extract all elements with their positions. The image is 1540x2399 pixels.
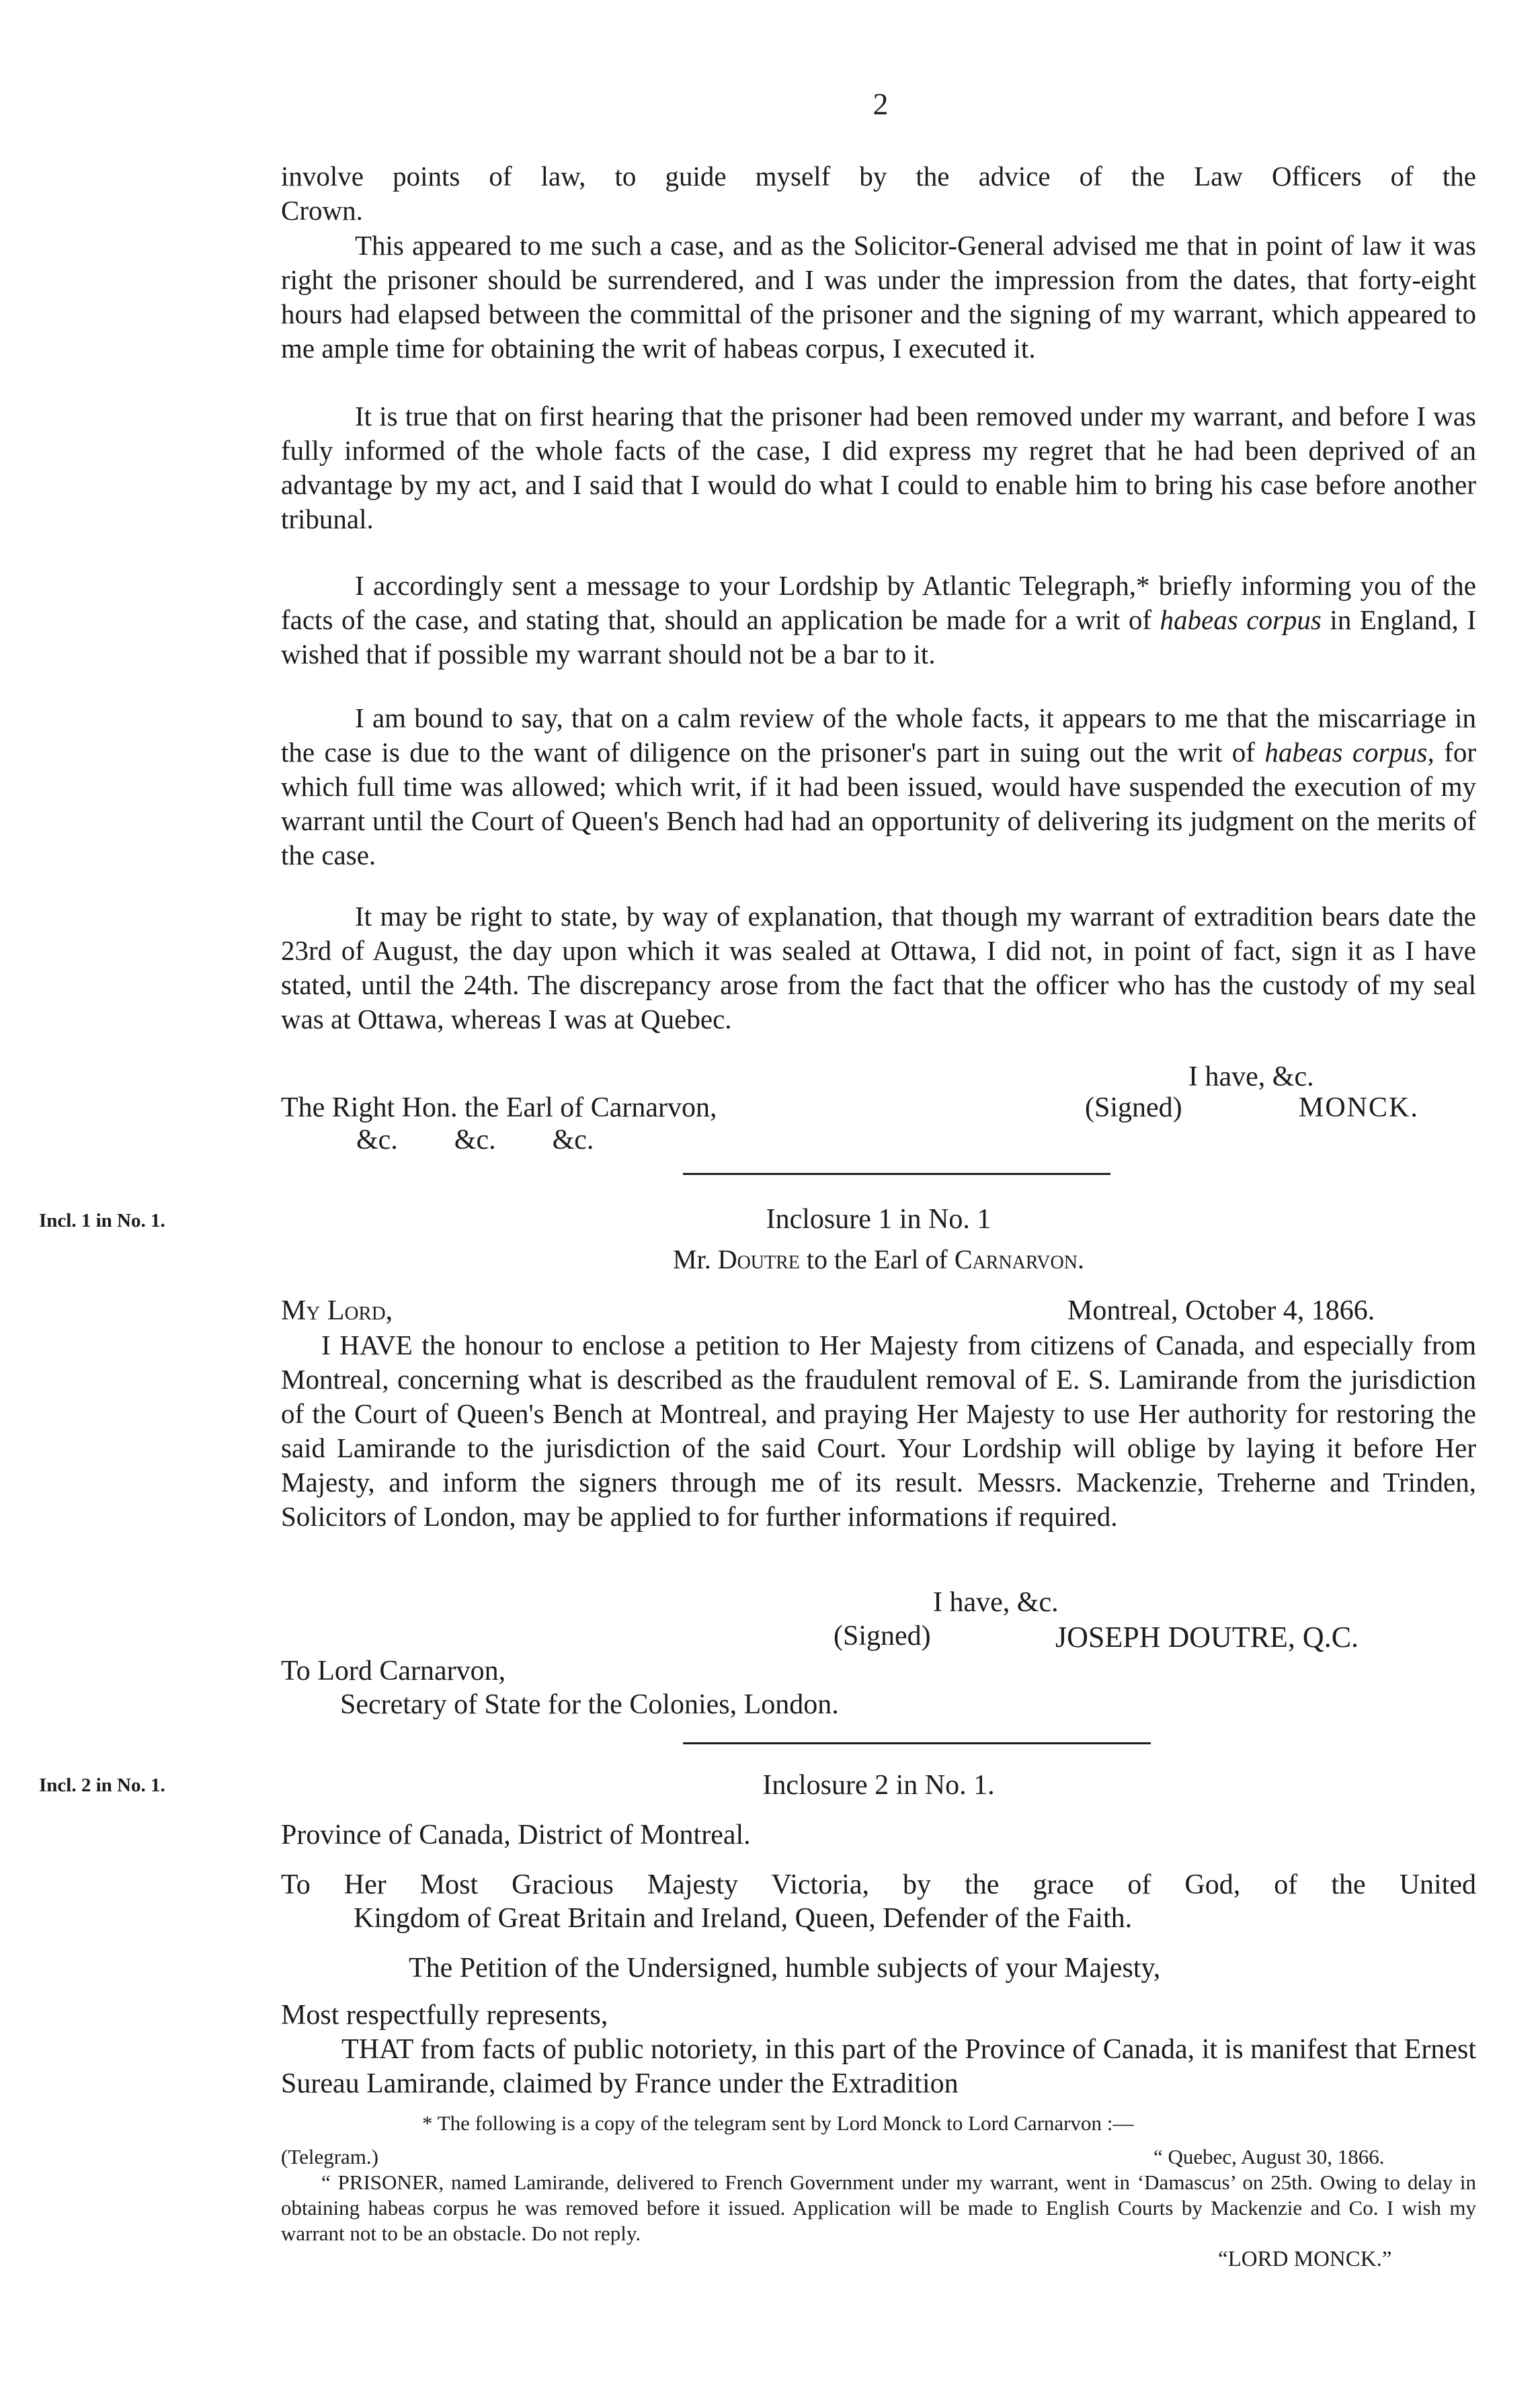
paragraph-accordingly (281, 569, 1476, 672)
incl1-signed: (Signed) (834, 1621, 931, 1652)
divider-rule-1 (683, 1173, 1110, 1175)
accordingly-italic: habeas corpus (1160, 604, 1322, 635)
divider-rule-2 (683, 1742, 1151, 1744)
footnote-body: “ PRISONER, named Lamirande, delivered to French Government under my warrant, went in ‘Damascus’ on 25th. Owing to delay in obtaining habeas corpus he was removed before it issued. Application will be made to English Courts by Mackenzie and Co. I wish my warrant not to be an obstacle. Do not reply. (281, 2170, 1476, 2245)
accordingly-text-b: in England, I wished that if possible my warrant should not be a bar to it. (281, 604, 1476, 669)
district-line: Province of Canada, District of Montreal. (281, 1820, 751, 1851)
letter1-signer: MONCK. (1299, 1092, 1419, 1123)
letter1-i-have: I have, &c. (1188, 1061, 1314, 1092)
margin-note-incl-2: Incl. 2 in No. 1. (39, 1775, 165, 1796)
paragraph-bound-to-say (281, 701, 1476, 872)
margin-note-incl-1: Incl. 1 in No. 1. (39, 1210, 165, 1231)
inclosure-1-from (281, 1244, 1476, 1275)
incl1-to-line: To Lord Carnarvon, (281, 1656, 506, 1686)
represents-line: Most respectfully represents, (281, 2000, 608, 2031)
letter1-etc: &c. &c. &c. (356, 1125, 594, 1155)
accordingly-text-a: I accordingly sent a message to your Lordship by Atlantic Telegraph,* briefly informing you of the facts of the case, and stating that, should an application be made for a writ of (281, 570, 1476, 635)
bound-text-b: for which full time was allowed; which writ, if it had been issued, would have suspended the execution of my warrant until the Court of Queen's Bench had had an opportunity of delivering its judgment on the merits of the case. (281, 737, 1476, 870)
inclosure-2-heading: Inclosure 2 in No. 1. (762, 1770, 995, 1801)
footnote-telegram-label: (Telegram.) (281, 2145, 378, 2168)
footnote-date: “ Quebec, August 30, 1866. (1153, 2145, 1385, 2168)
opening-line-1: involve points of law, to guide myself by the advice of the Law Officers of the (281, 161, 1476, 192)
paragraph-this-appeared: This appeared to me such a case, and as the Solicitor-General advised me that in point of law it was right the prisoner should be surrendered, and I was under the impression from the dates, that forty-eight hours had elapsed between the committal of the prisoner and the signing of my warrant, which appeared to me ample time for obtaining the writ of habeas corpus, I executed it. (281, 230, 1476, 364)
page-number: 2 (873, 87, 889, 121)
bound-italic: habeas corpus, (1264, 737, 1434, 768)
inclosure-1-body: I HAVE the honour to enclose a petition to Her Majesty from citizens of Canada, and especially from Montreal, concerning what is described as the fraudulent removal of E. S. Lamirande from the jurisdiction of the Court of Queen's Bench at Montreal, and praying Her Majesty to use Her authority for restoring the said Lamirande to the jurisdiction of the said Court. Your Lordship will oblige by laying it before Her Majesty, and inform the signers through me of its result. Messrs. Mackenzie, Treherne and Trinden, Solicitors of London, may be applied to for further informations if required. (281, 1330, 1476, 1532)
paragraph-it-is-true: It is true that on first hearing that the prisoner had been removed under my warrant, and before I was fully informed of the whole facts of the case, I did express my regret that he had been deprived of an advantage by my act, and I said that I would do what I could to enable him to bring his case before another tribunal. (281, 401, 1476, 534)
from-name: Doutre (717, 1244, 800, 1274)
address-line-1: To Her Most Gracious Majesty Victoria, by the grace of God, of the United (281, 1869, 1476, 1900)
opening-line-2: Crown. (281, 195, 363, 226)
from-mid: to the Earl of (799, 1244, 955, 1274)
paragraph-explanation: It may be right to state, by way of explanation, that though my warrant of extradition bears date the 23rd of August, the day upon which it was sealed at Ottawa, I did not, in point of fact, sign it as I have stated, until the 24th. The discrepancy arose from the fact that the officer who has the custody of my seal was at Ottawa, whereas I was at Quebec. (281, 901, 1476, 1034)
that-paragraph: THAT from facts of public notoriety, in this part of the Province of Canada, it is manifest that Ernest Sureau Lamirande, claimed by France under the Extradition (281, 2034, 1476, 2099)
inclosure-1-heading: Inclosure 1 in No. 1 (766, 1204, 991, 1235)
from-end: . (1077, 1244, 1084, 1274)
from-to: Carnarvon (954, 1244, 1078, 1274)
incl1-to-title: Secretary of State for the Colonies, London. (340, 1689, 839, 1720)
footnote-intro: * The following is a copy of the telegram sent by Lord Monck to Lord Carnarvon :— (422, 2111, 1134, 2135)
letter1-addressee: The Right Hon. the Earl of Carnarvon, (281, 1092, 717, 1123)
from-prefix: Mr. (673, 1244, 718, 1274)
incl1-signer: JOSEPH DOUTRE, Q.C. (1055, 1621, 1359, 1654)
footnote-signature: “LORD MONCK.” (1218, 2247, 1392, 2271)
letter1-signed: (Signed) (1085, 1092, 1182, 1123)
petition-line: The Petition of the Undersigned, humble subjects of your Majesty, (409, 1953, 1161, 1984)
incl1-i-have: I have, &c. (933, 1587, 1059, 1618)
place-date: Montreal, October 4, 1866. (1067, 1295, 1375, 1326)
bound-text-a: I am bound to say, that on a calm review of the whole facts, it appears to me that the miscarriage in the case is due to the want of diligence on the prisoner's part in suing out the writ of (281, 702, 1476, 768)
address-line-2: Kingdom of Great Britain and Ireland, Queen, Defender of the Faith. (354, 1903, 1133, 1934)
salutation: My Lord, (281, 1295, 393, 1326)
